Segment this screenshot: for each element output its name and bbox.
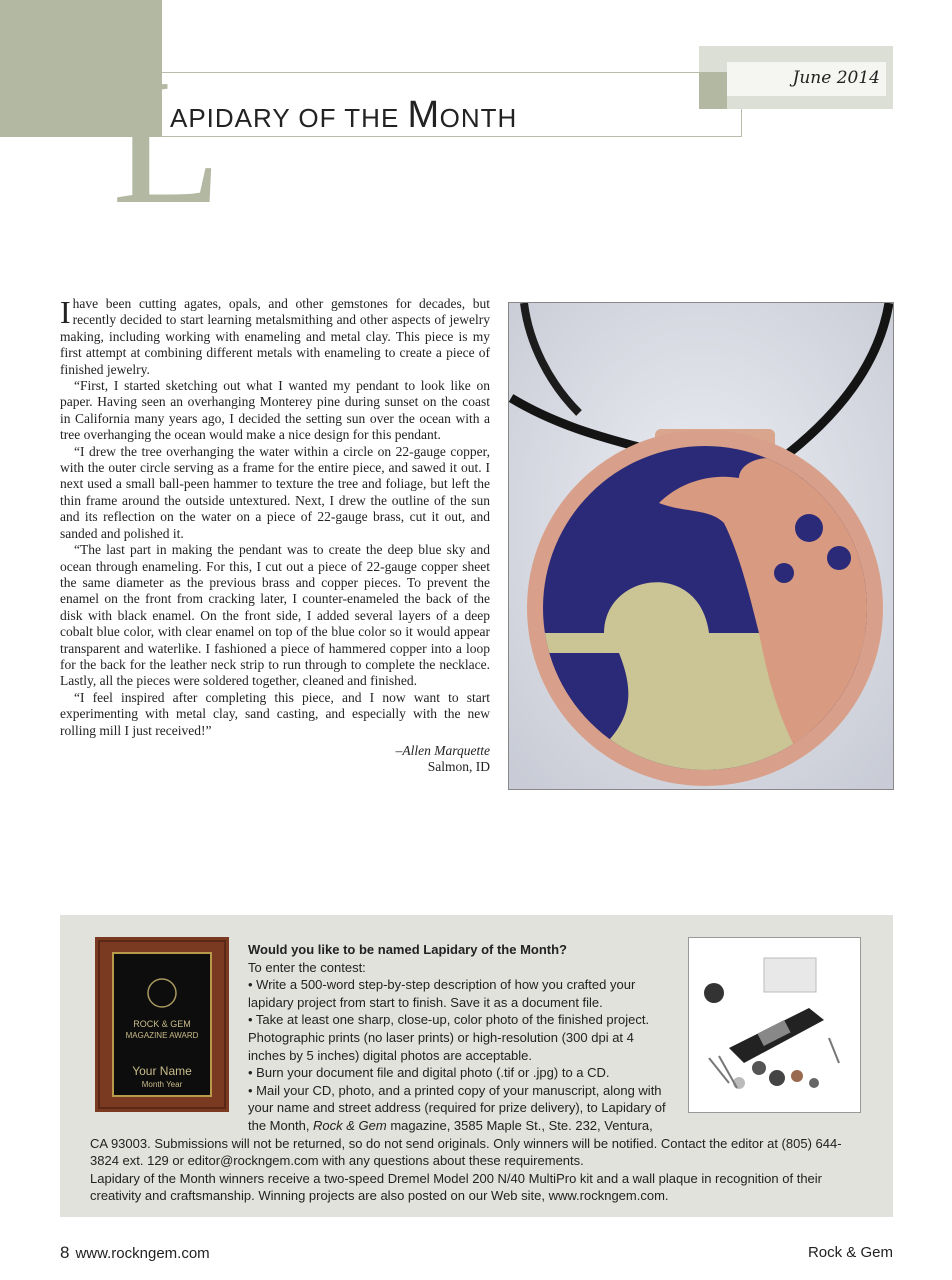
paragraph-1-text: have been cutting agates, opals, and other gemstones for decades, but recently decided to start learning metalsmithing and other aspects of jewelry making, including working with enameling and metal clay. This piece is my first attempt at combining different metals with enameling to create a piece of finished jewelry. [60, 296, 490, 377]
pendant-illustration [509, 303, 894, 790]
magazine-name: Rock & Gem [313, 1117, 387, 1133]
header-rule-right [741, 108, 742, 137]
article-paragraph-5: “I feel inspired after completing this piece, and I now want to start experimenting with metal clay, sand casting, and especially with the new rolling mill I just received!” [60, 689, 490, 738]
page-number: 8 [60, 1243, 70, 1262]
contest-bullet-3: • Burn your document file and digital photo (.tif or .jpg) to a CD. [248, 1065, 610, 1081]
plaque-line-3: Your Name [132, 1064, 192, 1078]
article-paragraph-4: “The last part in making the pendant was to create the deep blue sky and ocean through enameling. For this, I cut out a piece of 22-gauge copper sheet the same diameter as the previous brass and copper pieces. To prevent the enamel on the front from cracking later, I counter-enameled the back of the disk with black enamel. On the front side, I added several layers of a deep cobalt blue color, with clear enamel on top of the blue color so it would appear transparent and waterlike. I fashioned a piece of hammered copper into a loop for the back for the leather neck strip to run through to complete the necklace. Lastly, all the pieces were soldered together, cleaned and finished. [60, 542, 490, 689]
bullet-4-part-a: • Mail your CD, photo, and a printed copy of your manuscript, along with your name and street address (required for prize delivery), to Lapidary of the Month, [248, 1082, 666, 1133]
contest-heading: Would you like to be named Lapidary of the Month? [248, 942, 567, 957]
page-title [170, 94, 517, 137]
date-tab-accent [699, 72, 727, 109]
article-paragraph-1 [60, 296, 490, 378]
plaque-line-2: MAGAZINE AWARD [125, 1031, 199, 1040]
contest-bullet-1: • Write a 500-word step-by-step description of how you crafted your lapidary project from start to finish. Save it as a document file. [248, 977, 636, 1010]
contest-text [90, 941, 866, 1205]
footer-left [60, 1243, 210, 1263]
contest-box [60, 915, 893, 1217]
author-name: –Allen Marquette [395, 742, 490, 758]
plaque-line-1: ROCK & GEM [133, 1019, 191, 1029]
issue-date: June 2014 [792, 68, 880, 88]
contest-prize: Lapidary of the Month winners receive a two-speed Dremel Model 200 N/40 MultiPro kit and a wall plaque in recognition of their creativity and craftsmanship. Winning projects are also posted on our Web site, www.rockngem.com. [90, 1170, 822, 1204]
title-part-1: APIDARY OF THE [170, 103, 408, 133]
footer-magazine: Rock & Gem [807, 1244, 893, 1261]
author-location: Salmon, ID [427, 759, 490, 775]
title-initial: L [112, 42, 222, 241]
plaque-line-4: Month Year [141, 1080, 183, 1089]
header-rule-top [162, 72, 727, 73]
pendant-photo [508, 302, 894, 790]
article-paragraph-3: “I drew the tree overhanging the water within a circle on 22-gauge copper, with the outer circle serving as a frame for the entire piece, and sawed it out. I next used a small ball-peen hammer to texture the tree and foliage, but left the thin frame around the outside untextured. Next, I drew the outline of the sun and its reflection on the water on a piece of 22-gauge brass, cut it out, and sanded and polished it. [60, 443, 490, 541]
signature [60, 743, 490, 776]
title-part-2: ONTH [439, 103, 518, 133]
bullet-4-part-b: magazine, 3585 Maple St., Ste. 232, Ventura, CA 93003. Submissions will not be returned, so do not send originals. Only winners will be notified. Contact the editor at (805) 644-3824 ext. 129 or editor@rockngem.com with any questions about these requirements. [90, 1117, 842, 1169]
article-paragraph-2: “First, I started sketching out what I wanted my pendant to look like on paper. Having seen an overhanging Monterey pine during sunset on the coast in California many years ago, I decided the setting sun over the ocean with a tree overhanging the ocean would make a nice design for this pendant. [60, 378, 490, 443]
contest-bullet-2: • Take at least one sharp, close-up, color photo of the finished project. Photographic prints (no laser prints) or high-resolution (300 dpi at 4 inches by 5 inches) digital photos are acceptable. [248, 1012, 650, 1063]
title-cap-m: M [407, 94, 440, 136]
contest-intro: To enter the contest: [248, 959, 366, 975]
drop-cap: I [60, 294, 71, 330]
footer-url: www.rockngem.com [75, 1245, 210, 1262]
plaque-float-spacer [90, 941, 248, 1117]
tool-float-spacer [670, 941, 866, 1119]
article-body [60, 296, 490, 776]
